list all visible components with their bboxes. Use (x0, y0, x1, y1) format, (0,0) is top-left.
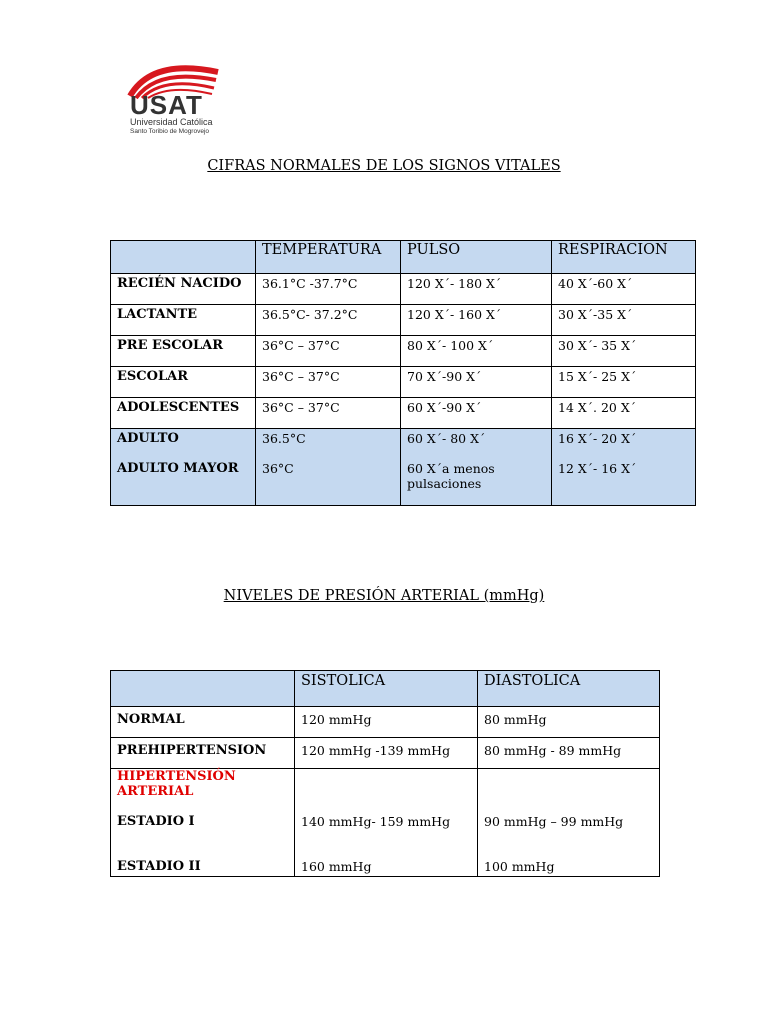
hypertension-label: HIPERTENSIÓN ARTERIAL (117, 769, 236, 799)
logo-line-1: Universidad Católica (130, 117, 213, 127)
resp-cell: 15 X´- 25 X´ (552, 367, 696, 398)
table-row (111, 367, 696, 398)
temp-cell: 36°C (256, 460, 401, 506)
table-row (111, 398, 696, 429)
header-temperatura: TEMPERATURA (256, 241, 401, 274)
table-header-row (111, 671, 660, 707)
temp-cell: 36°C – 37°C (256, 336, 401, 367)
row-label: ADULTO MAYOR (111, 460, 256, 506)
table-header-row (111, 241, 696, 274)
header-empty (111, 241, 256, 274)
bp-title: NIVELES DE PRESIÓN ARTERIAL (mmHg) (223, 588, 545, 604)
vital-signs-table (110, 240, 696, 506)
pulse-cell: 80 X´- 100 X´ (401, 336, 552, 367)
hypertension-label-cell (111, 769, 295, 877)
stage-2-diastolic: 100 mmHg (484, 859, 555, 874)
table-row (111, 305, 696, 336)
stage-2-systolic: 160 mmHg (301, 859, 372, 874)
row-label: ADOLESCENTES (111, 398, 256, 429)
temp-cell: 36°C – 37°C (256, 398, 401, 429)
stage-1-diastolic: 90 mmHg – 99 mmHg (484, 814, 624, 829)
table-row (111, 274, 696, 305)
row-label: PRE ESCOLAR (111, 336, 256, 367)
logo-brand: USAT (130, 90, 203, 120)
resp-cell: 40 X´-60 X´ (552, 274, 696, 305)
row-label: LACTANTE (111, 305, 256, 336)
table-row-hypertension (111, 769, 660, 877)
pulse-cell: 70 X´-90 X´ (401, 367, 552, 398)
diastolic-cell: 80 mmHg (478, 707, 660, 738)
resp-cell: 16 X´- 20 X´ (552, 429, 696, 460)
header-respiracion: RESPIRACION (552, 241, 696, 274)
resp-cell: 14 X´. 20 X´ (552, 398, 696, 429)
hypertension-systolic-cell (295, 769, 478, 877)
pulse-cell: 60 X´a menos pulsaciones (401, 460, 552, 506)
systolic-cell: 120 mmHg -139 mmHg (295, 738, 478, 769)
systolic-cell: 120 mmHg (295, 707, 478, 738)
hypertension-diastolic-cell (478, 769, 660, 877)
stage-2-label: ESTADIO II (117, 859, 201, 874)
vitals-title: CIFRAS NORMALES DE LOS SIGNOS VITALES (207, 158, 561, 174)
resp-cell: 12 X´- 16 X´ (552, 460, 696, 506)
table-row (111, 460, 696, 506)
row-label: PREHIPERTENSION (111, 738, 295, 769)
temp-cell: 36.1°C -37.7°C (256, 274, 401, 305)
temp-cell: 36.5°C- 37.2°C (256, 305, 401, 336)
temp-cell: 36.5°C (256, 429, 401, 460)
row-label: RECIÉN NACIDO (111, 274, 256, 305)
stage-1-label: ESTADIO I (117, 814, 195, 829)
diastolic-cell: 80 mmHg - 89 mmHg (478, 738, 660, 769)
resp-cell: 30 X´- 35 X´ (552, 336, 696, 367)
row-label: ADULTO (111, 429, 256, 460)
blood-pressure-table (110, 670, 660, 877)
header-sistolica: SISTOLICA (295, 671, 478, 707)
usat-logo (112, 52, 236, 140)
row-label: NORMAL (111, 707, 295, 738)
table-row (111, 336, 696, 367)
pulse-cell: 60 X´- 80 X´ (401, 429, 552, 460)
row-label: ESCOLAR (111, 367, 256, 398)
pulse-cell: 120 X´- 160 X´ (401, 305, 552, 336)
header-pulso: PULSO (401, 241, 552, 274)
logo-line-2: Santo Toribio de Mogrovejo (130, 128, 210, 135)
table-row (111, 738, 660, 769)
stage-1-systolic: 140 mmHg- 159 mmHg (301, 814, 451, 829)
pulse-cell: 60 X´-90 X´ (401, 398, 552, 429)
pulse-cell: 120 X´- 180 X´ (401, 274, 552, 305)
table-row (111, 429, 696, 460)
table-row (111, 707, 660, 738)
header-diastolica: DIASTOLICA (478, 671, 660, 707)
resp-cell: 30 X´-35 X´ (552, 305, 696, 336)
header-empty (111, 671, 295, 707)
temp-cell: 36°C – 37°C (256, 367, 401, 398)
